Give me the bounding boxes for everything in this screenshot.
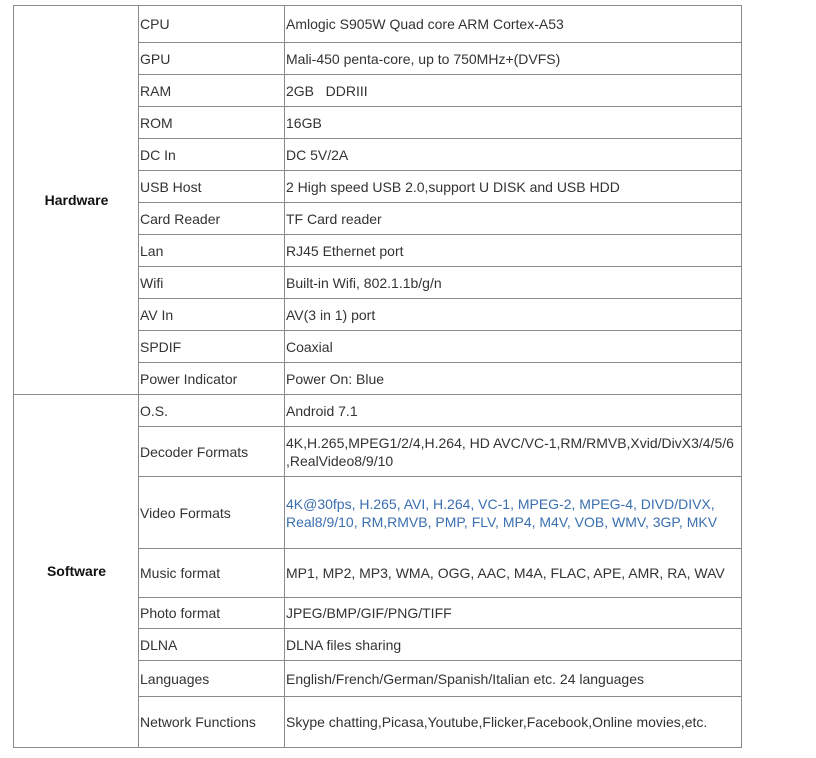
spec-table <box>13 5 742 748</box>
spec-label: Languages <box>139 661 285 697</box>
spec-value: MP1, MP2, MP3, WMA, OGG, AAC, M4A, FLAC, APE, AMR, RA, WAV <box>285 549 742 598</box>
spec-value: English/French/German/Spanish/Italian etc. 24 languages <box>285 661 742 697</box>
spec-value: 2GB DDRIII <box>285 75 742 107</box>
spec-value: 4K@30fps, H.265, AVI, H.264, VC-1, MPEG-2, MPEG-4, DIVD/DIVX, Real8/9/10, RM,RMVB, PMP, FLV, MP4, M4V, VOB, WMV, 3GP, MKV <box>285 477 742 549</box>
spec-label: AV In <box>139 299 285 331</box>
spec-value: 4K,H.265,MPEG1/2/4,H.264, HD AVC/VC-1,RM/RMVB,Xvid/DivX3/4/5/6 ,RealVideo8/9/10 <box>285 427 742 477</box>
spec-label: DC In <box>139 139 285 171</box>
spec-value: Android 7.1 <box>285 395 742 427</box>
spec-value: Power On: Blue <box>285 363 742 395</box>
spec-value: Coaxial <box>285 331 742 363</box>
spec-value: Skype chatting,Picasa,Youtube,Flicker,Facebook,Online movies,etc. <box>285 697 742 748</box>
spec-label: Video Formats <box>139 477 285 549</box>
group-label-hardware: Hardware <box>14 6 139 395</box>
spec-label: Card Reader <box>139 203 285 235</box>
table-row <box>14 6 742 43</box>
spec-label: SPDIF <box>139 331 285 363</box>
spec-label: GPU <box>139 43 285 75</box>
spec-value: Amlogic S905W Quad core ARM Cortex-A53 <box>285 6 742 43</box>
spec-value: 2 High speed USB 2.0,support U DISK and USB HDD <box>285 171 742 203</box>
spec-label: Decoder Formats <box>139 427 285 477</box>
spec-value: RJ45 Ethernet port <box>285 235 742 267</box>
spec-label: USB Host <box>139 171 285 203</box>
spec-label: DLNA <box>139 629 285 661</box>
spec-label: Power Indicator <box>139 363 285 395</box>
spec-value: 16GB <box>285 107 742 139</box>
spec-label: Wifi <box>139 267 285 299</box>
spec-label: Network Functions <box>139 697 285 748</box>
spec-value: DC 5V/2A <box>285 139 742 171</box>
spec-label: ROM <box>139 107 285 139</box>
spec-label: CPU <box>139 6 285 43</box>
spec-value: AV(3 in 1) port <box>285 299 742 331</box>
spec-value: JPEG/BMP/GIF/PNG/TIFF <box>285 598 742 629</box>
spec-value: TF Card reader <box>285 203 742 235</box>
spec-value: Mali-450 penta-core, up to 750MHz+(DVFS) <box>285 43 742 75</box>
spec-label: RAM <box>139 75 285 107</box>
table-row <box>14 395 742 427</box>
group-label-software: Software <box>14 395 139 748</box>
spec-label: Lan <box>139 235 285 267</box>
spec-label: Photo format <box>139 598 285 629</box>
spec-label: Music format <box>139 549 285 598</box>
spec-label: O.S. <box>139 395 285 427</box>
spec-value: DLNA files sharing <box>285 629 742 661</box>
spec-value: Built-in Wifi, 802.1.1b/g/n <box>285 267 742 299</box>
